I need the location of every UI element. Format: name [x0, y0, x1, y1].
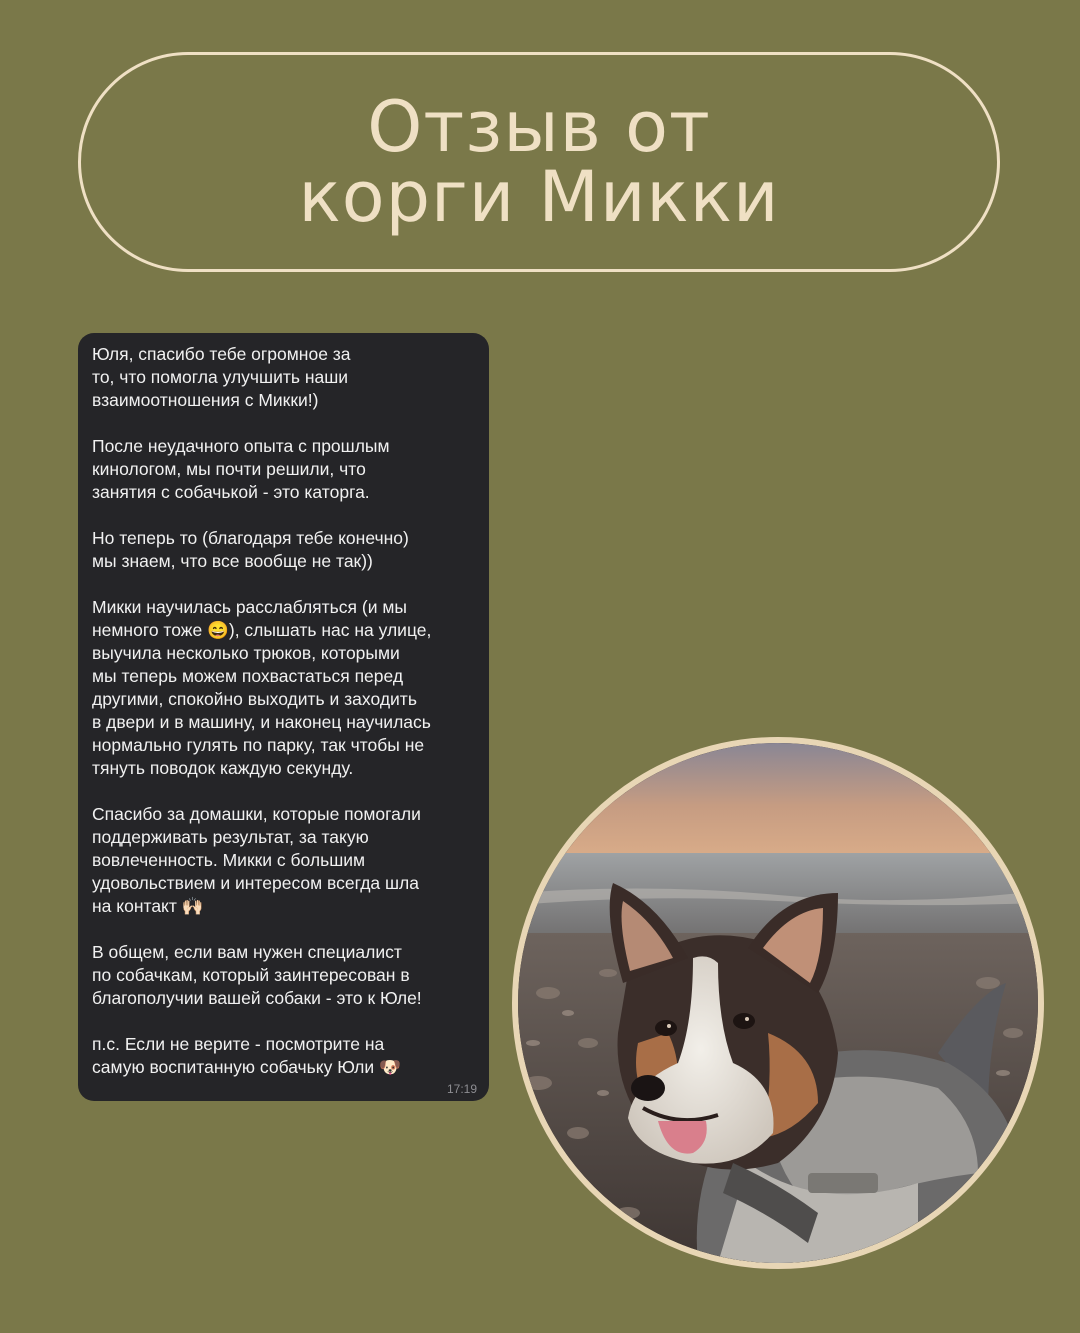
title-frame [78, 52, 1000, 272]
review-paragraph: п.с. Если не верите - посмотрите на самую воспитанную собачьку Юли 🐶 [92, 1034, 401, 1077]
review-paragraph: Спасибо за домашки, которые помогали поддерживать результат, за такую вовлеченность. Микки с большим удовольствием и интересом всегда шла на контакт 🙌🏻 [92, 804, 421, 916]
review-paragraph: Микки научилась расслабляться (и мы немного тоже 😄), слышать нас на улице, выучила несколько трюков, которыми мы теперь можем похвастаться перед другими, спокойно выходить и заходить в двери и в машину, и наконец научилась нормально гулять по парку, так чтобы не тянуть поводок каждую секунду. [92, 597, 432, 778]
review-paragraph: Но теперь то (благодаря тебе конечно) мы знаем, что все вообще не так)) [92, 528, 409, 571]
page-title-line-2: корги Микки [298, 156, 780, 238]
review-paragraph: Юля, спасибо тебе огромное за то, что помогла улучшить наши взаимоотношения с Микки!) [92, 344, 351, 410]
corgi-photo-illustration [518, 743, 1038, 1263]
page-title-line-1: Отзыв от [367, 86, 711, 168]
message-timestamp: 17:19 [446, 1082, 477, 1096]
review-message-bubble [78, 333, 489, 1101]
review-paragraph: После неудачного опыта с прошлым кинологом, мы почти решили, что занятия с собачькой - это каторга. [92, 436, 390, 502]
corgi-photo [512, 737, 1044, 1269]
review-paragraph: В общем, если вам нужен специалист по собачкам, который заинтересован в благополучии вашей собаки - это к Юле! [92, 942, 422, 1008]
